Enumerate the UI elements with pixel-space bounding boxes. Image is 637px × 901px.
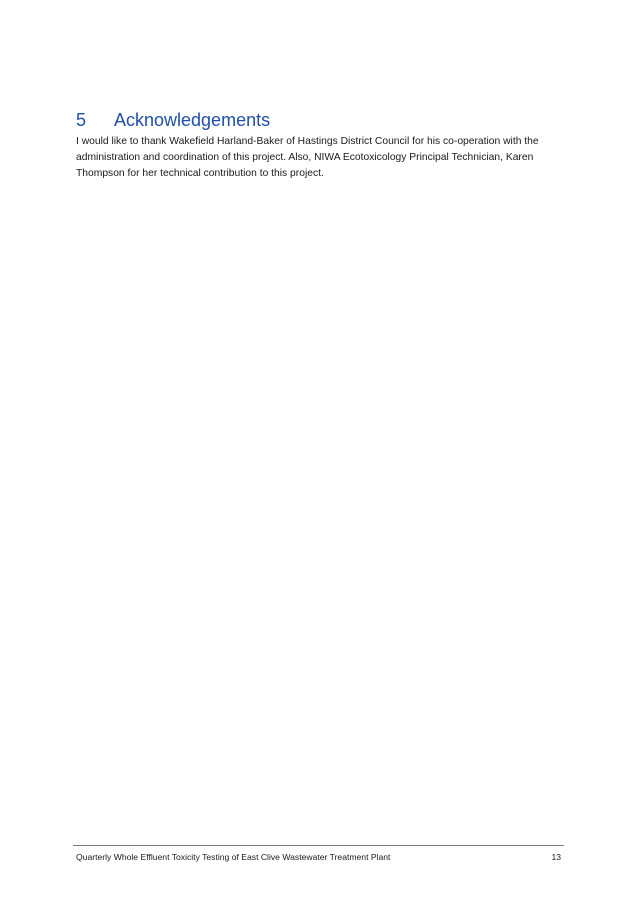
footer-divider (73, 845, 564, 846)
section-number: 5 (76, 110, 87, 130)
footer-document-title: Quarterly Whole Effluent Toxicity Testing of East Clive Wastewater Treatment Plant (76, 852, 391, 862)
section-heading (76, 109, 270, 131)
acknowledgements-paragraph: I would like to thank Wakefield Harland-Baker of Hastings District Council for his co-operation with the administration and coordination of this project. Also, NIWA Ecotoxicology Principal Technician, Karen Thompson for her technical contribution to this project. (76, 136, 539, 179)
section-title: Acknowledgements (114, 110, 271, 130)
footer-page-number: 13 (551, 852, 561, 862)
